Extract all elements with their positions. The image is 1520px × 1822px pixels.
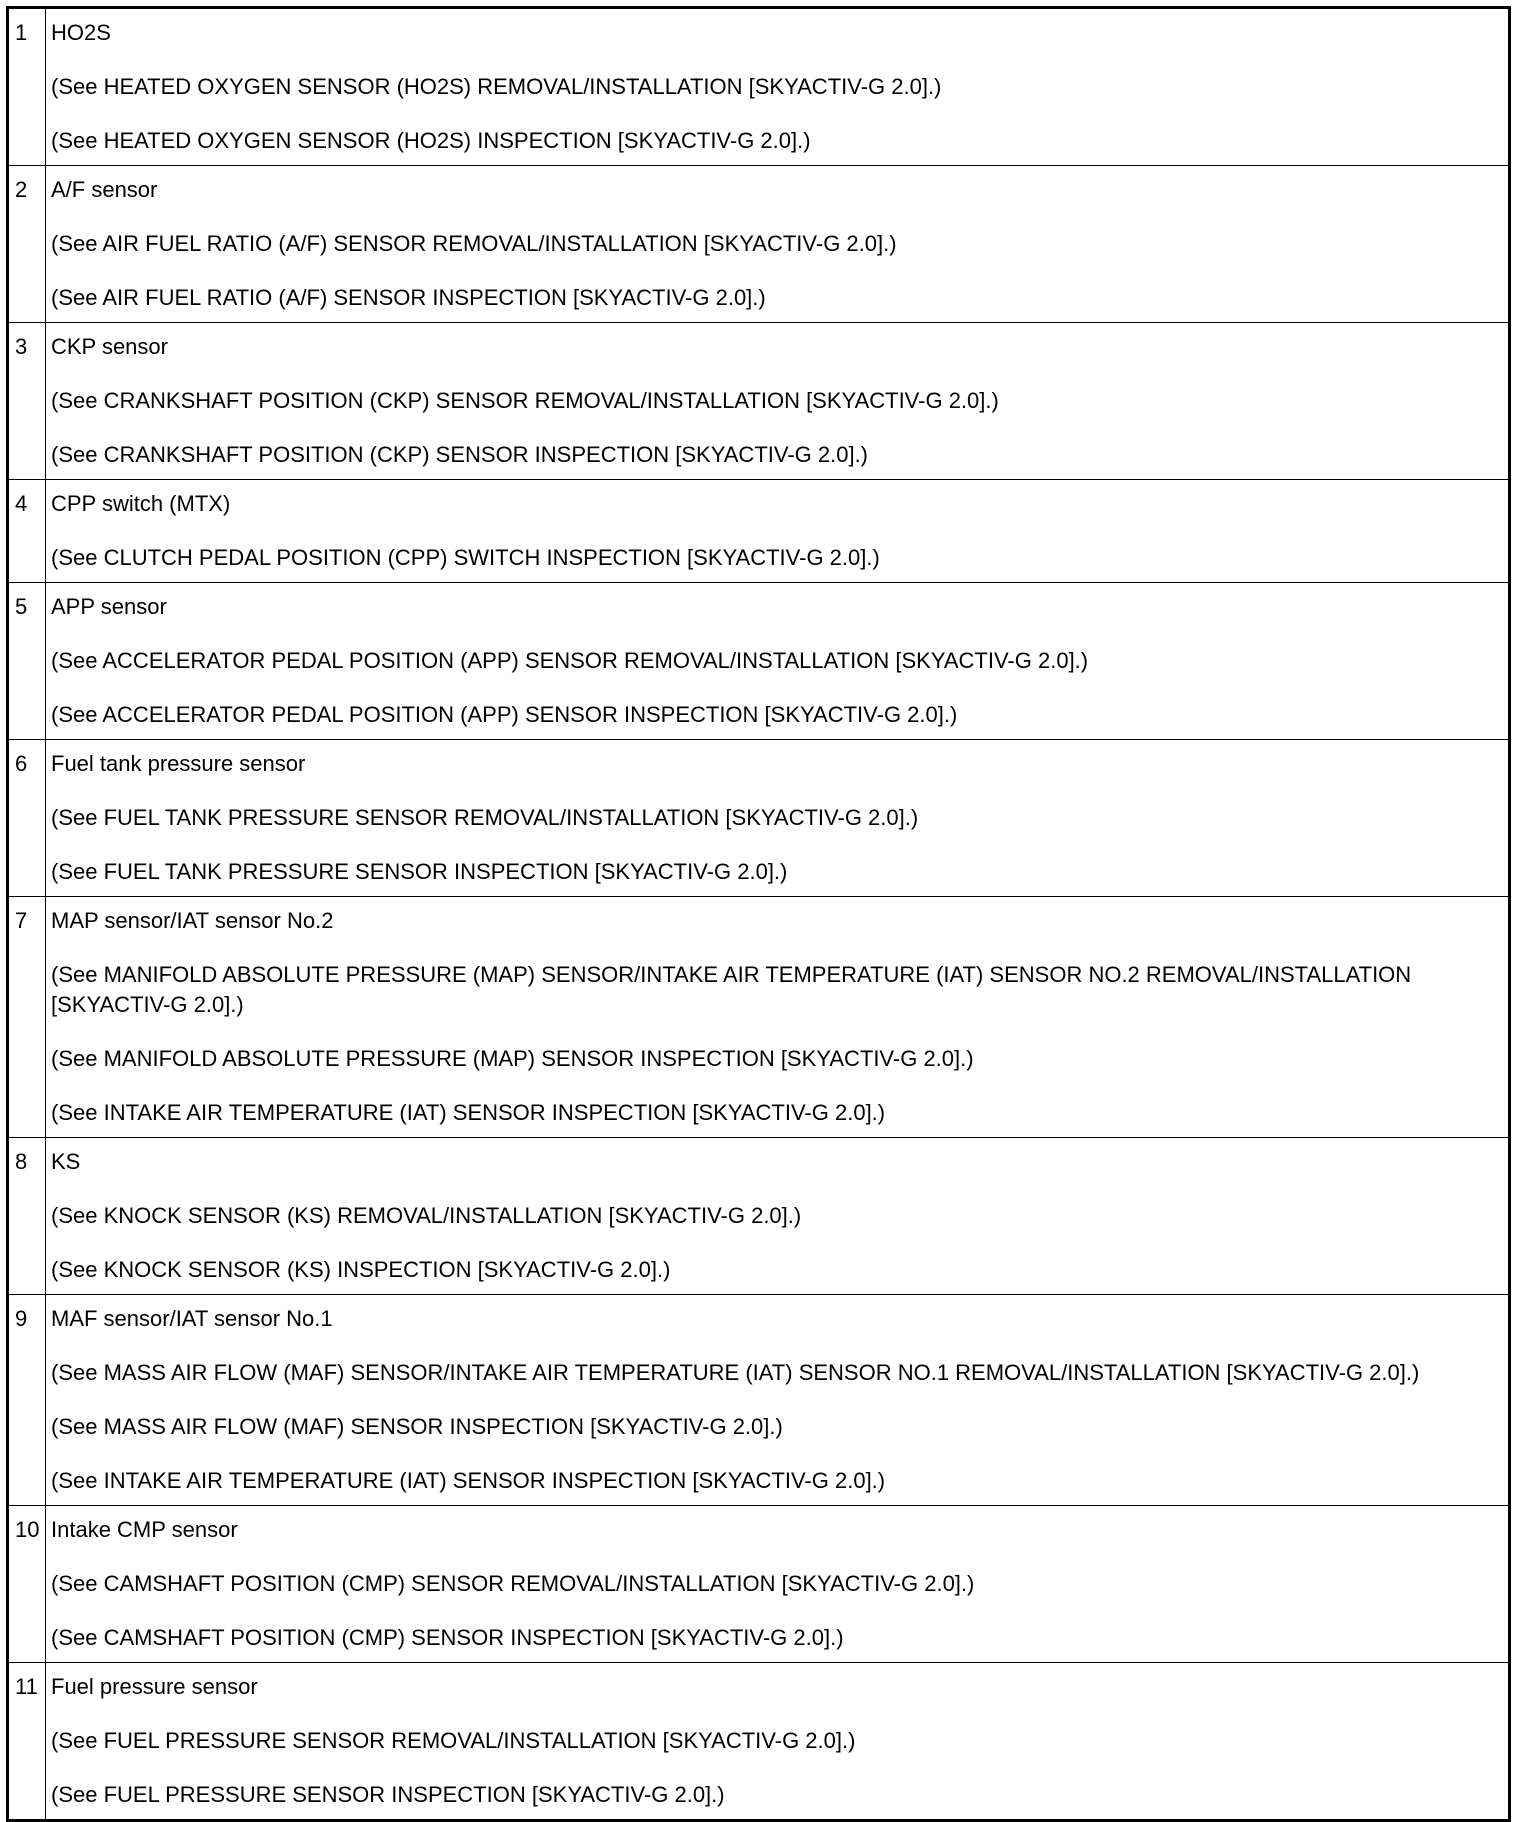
row-number: 5 — [8, 583, 46, 740]
reference-link: (See FUEL TANK PRESSURE SENSOR REMOVAL/INSTALLATION [SKYACTIV-G 2.0].) — [51, 805, 919, 830]
reference-link: (See ACCELERATOR PEDAL POSITION (APP) SENSOR INSPECTION [SKYACTIV-G 2.0].) — [51, 702, 958, 727]
row-content — [46, 583, 1510, 740]
reference-link: (See CAMSHAFT POSITION (CMP) SENSOR REMOVAL/INSTALLATION [SKYACTIV-G 2.0].) — [51, 1571, 975, 1596]
reference-link: (See CLUTCH PEDAL POSITION (CPP) SWITCH INSPECTION [SKYACTIV-G 2.0].) — [51, 545, 880, 570]
component-name: MAF sensor/IAT sensor No.1 — [51, 1306, 333, 1331]
reference-link: (See KNOCK SENSOR (KS) REMOVAL/INSTALLATION [SKYACTIV-G 2.0].) — [51, 1203, 802, 1228]
reference-link: (See AIR FUEL RATIO (A/F) SENSOR INSPECTION [SKYACTIV-G 2.0].) — [51, 285, 766, 310]
reference-link: (See ACCELERATOR PEDAL POSITION (APP) SENSOR REMOVAL/INSTALLATION [SKYACTIV-G 2.0].) — [51, 648, 1089, 673]
table-row — [8, 480, 1510, 583]
component-name: KS — [51, 1149, 81, 1174]
reference-link: (See FUEL TANK PRESSURE SENSOR INSPECTION [SKYACTIV-G 2.0].) — [51, 859, 788, 884]
component-name: Fuel pressure sensor — [51, 1674, 258, 1699]
component-name: Fuel tank pressure sensor — [51, 751, 306, 776]
reference-link: (See CAMSHAFT POSITION (CMP) SENSOR INSPECTION [SKYACTIV-G 2.0].) — [51, 1625, 844, 1650]
row-content — [46, 1506, 1510, 1663]
reference-link: (See FUEL PRESSURE SENSOR REMOVAL/INSTALLATION [SKYACTIV-G 2.0].) — [51, 1728, 856, 1753]
reference-link: (See MASS AIR FLOW (MAF) SENSOR/INTAKE AIR TEMPERATURE (IAT) SENSOR NO.1 REMOVAL/INSTALLATION [SKYACTIV-G 2.0].) — [51, 1360, 1420, 1385]
table-body — [8, 8, 1510, 1821]
row-number: 8 — [8, 1138, 46, 1295]
row-content — [46, 1663, 1510, 1821]
row-number: 6 — [8, 740, 46, 897]
reference-link: (See MANIFOLD ABSOLUTE PRESSURE (MAP) SENSOR/INTAKE AIR TEMPERATURE (IAT) SENSOR NO.2 REMOVAL/INSTALLATION [SKYACTIV-G 2.0].) — [51, 962, 1412, 1017]
reference-link: (See HEATED OXYGEN SENSOR (HO2S) REMOVAL/INSTALLATION [SKYACTIV-G 2.0].) — [51, 74, 942, 99]
row-number: 3 — [8, 323, 46, 480]
reference-link: (See MANIFOLD ABSOLUTE PRESSURE (MAP) SENSOR INSPECTION [SKYACTIV-G 2.0].) — [51, 1046, 974, 1071]
row-content — [46, 740, 1510, 897]
component-name: CKP sensor — [51, 334, 168, 359]
row-content — [46, 897, 1510, 1138]
table-row — [8, 1138, 1510, 1295]
table-row — [8, 1506, 1510, 1663]
table-row — [8, 323, 1510, 480]
row-content — [46, 8, 1510, 166]
reference-link: (See FUEL PRESSURE SENSOR INSPECTION [SKYACTIV-G 2.0].) — [51, 1782, 725, 1807]
row-number: 7 — [8, 897, 46, 1138]
component-name: CPP switch (MTX) — [51, 491, 231, 516]
reference-link: (See INTAKE AIR TEMPERATURE (IAT) SENSOR INSPECTION [SKYACTIV-G 2.0].) — [51, 1468, 886, 1493]
table-row — [8, 1295, 1510, 1506]
table-row — [8, 583, 1510, 740]
table-row — [8, 740, 1510, 897]
reference-link: (See KNOCK SENSOR (KS) INSPECTION [SKYACTIV-G 2.0].) — [51, 1257, 671, 1282]
component-name: MAP sensor/IAT sensor No.2 — [51, 908, 334, 933]
table-row — [8, 1663, 1510, 1821]
table-row — [8, 897, 1510, 1138]
reference-link: (See MASS AIR FLOW (MAF) SENSOR INSPECTION [SKYACTIV-G 2.0].) — [51, 1414, 783, 1439]
reference-link: (See CRANKSHAFT POSITION (CKP) SENSOR REMOVAL/INSTALLATION [SKYACTIV-G 2.0].) — [51, 388, 999, 413]
row-number: 2 — [8, 166, 46, 323]
reference-link: (See CRANKSHAFT POSITION (CKP) SENSOR INSPECTION [SKYACTIV-G 2.0].) — [51, 442, 869, 467]
row-number: 11 — [8, 1663, 46, 1821]
row-number: 9 — [8, 1295, 46, 1506]
reference-link: (See INTAKE AIR TEMPERATURE (IAT) SENSOR INSPECTION [SKYACTIV-G 2.0].) — [51, 1100, 886, 1125]
row-content — [46, 323, 1510, 480]
row-content — [46, 166, 1510, 323]
row-number: 10 — [8, 1506, 46, 1663]
reference-link: (See AIR FUEL RATIO (A/F) SENSOR REMOVAL/INSTALLATION [SKYACTIV-G 2.0].) — [51, 231, 897, 256]
row-content — [46, 1138, 1510, 1295]
row-number: 4 — [8, 480, 46, 583]
row-number: 1 — [8, 8, 46, 166]
row-content — [46, 1295, 1510, 1506]
component-name: A/F sensor — [51, 177, 158, 202]
component-name: HO2S — [51, 20, 111, 45]
table-row — [8, 166, 1510, 323]
component-reference-table — [6, 6, 1511, 1822]
row-content — [46, 480, 1510, 583]
component-name: Intake CMP sensor — [51, 1517, 238, 1542]
reference-link: (See HEATED OXYGEN SENSOR (HO2S) INSPECTION [SKYACTIV-G 2.0].) — [51, 128, 811, 153]
table-row — [8, 8, 1510, 166]
component-name: APP sensor — [51, 594, 167, 619]
